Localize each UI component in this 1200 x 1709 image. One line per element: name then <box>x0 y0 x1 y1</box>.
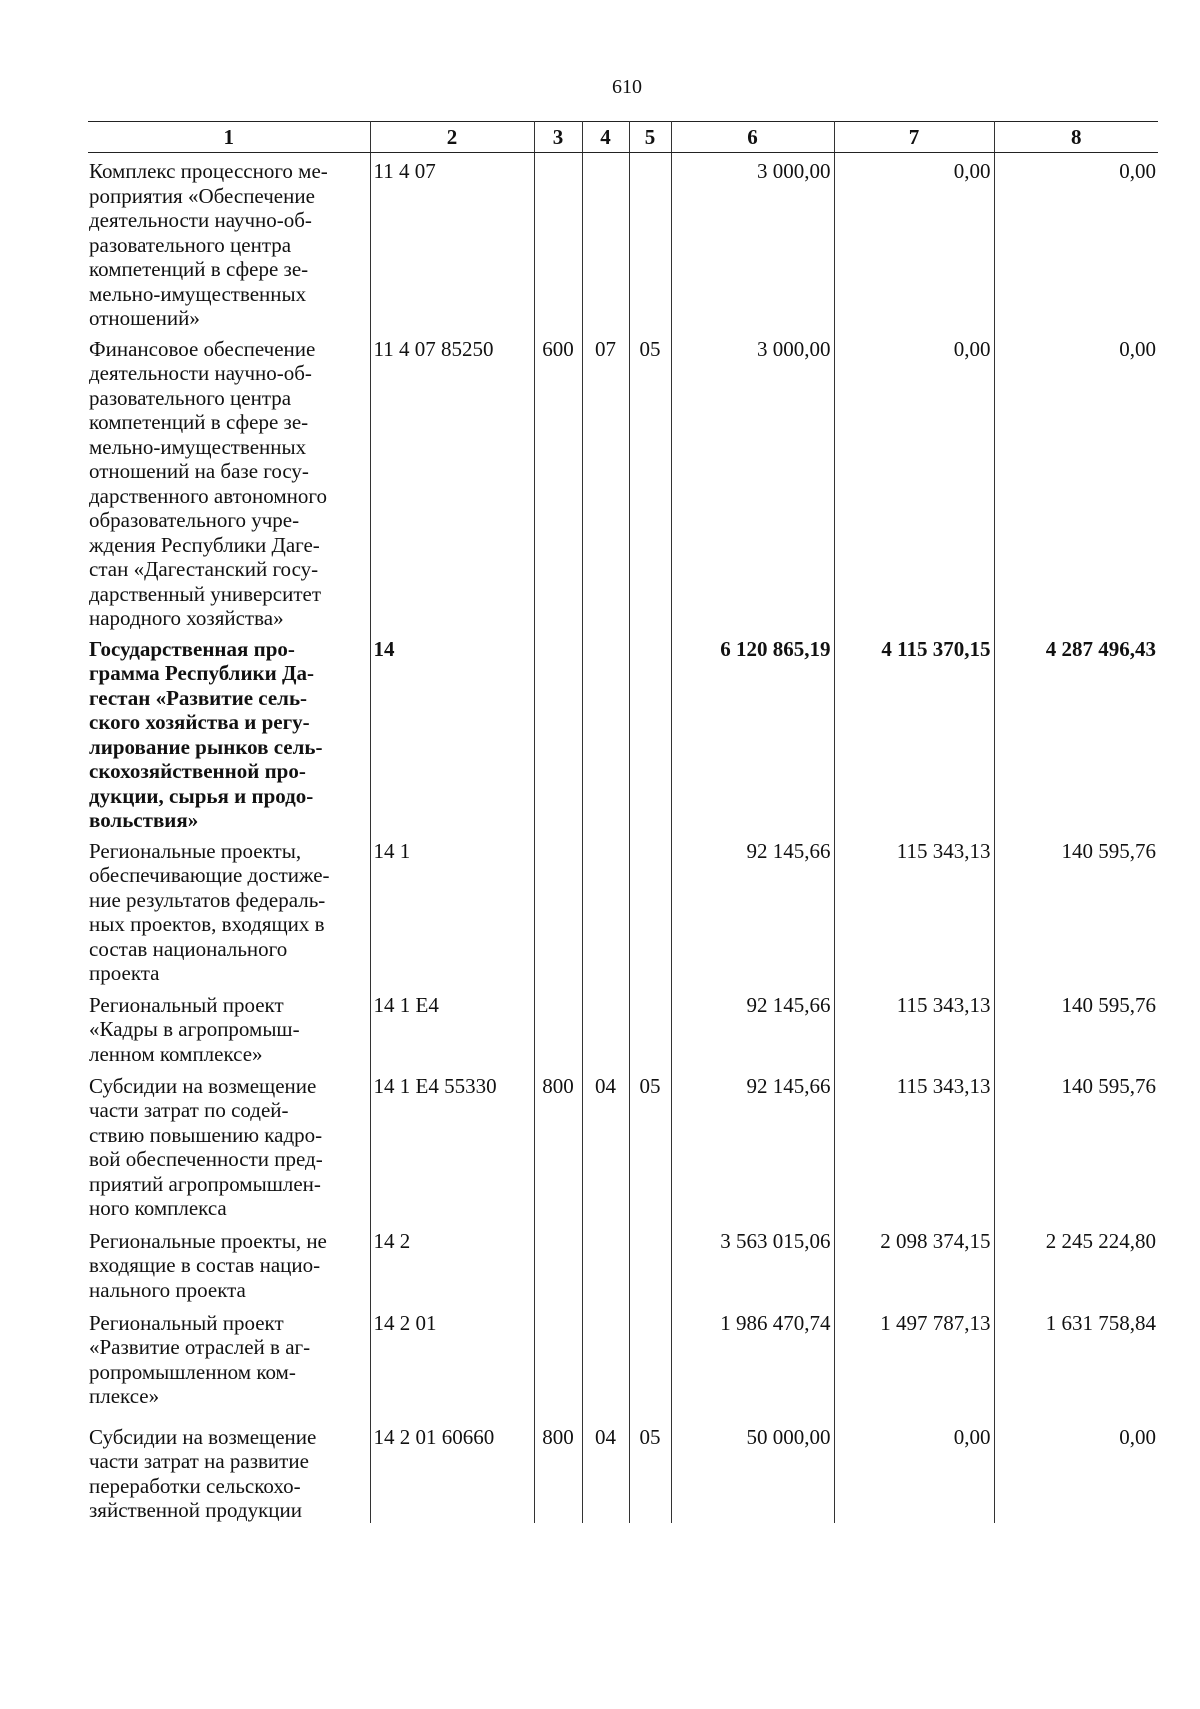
row-name-line: деятельности научно-об- <box>89 361 312 385</box>
row-name-line: разовательного центра <box>89 385 292 410</box>
column-5-cell <box>629 1223 671 1305</box>
amount-col-8-cell: 2 245 224,80 <box>994 1223 1158 1305</box>
amount-col-6-cell: 6 120 865,19 <box>671 631 834 833</box>
row-name-line: стан «Дагестанский госу- <box>89 557 319 581</box>
table-row <box>88 631 1158 833</box>
row-name-line: компетенций в сфере зе- <box>89 410 309 434</box>
amount-col-7-cell: 0,00 <box>834 331 994 631</box>
row-name-line: отношений на базе госу- <box>89 459 309 483</box>
row-name-line: «Кадры в агропромыш- <box>89 1017 300 1041</box>
row-name-line: вольствия» <box>89 808 199 832</box>
row-name-cell <box>88 1223 370 1305</box>
row-name-line: обеспечивающие достиже- <box>89 863 330 887</box>
code-cell: 14 2 01 60660 <box>370 1419 534 1523</box>
row-name-line: Региональные проекты, <box>89 838 302 863</box>
column-4-cell <box>582 153 629 331</box>
column-3-cell: 800 <box>534 1068 582 1223</box>
amount-col-7-cell: 0,00 <box>834 1419 994 1523</box>
amount-col-8-cell: 140 595,76 <box>994 833 1158 987</box>
column-3-cell <box>534 631 582 833</box>
column-header-3: 3 <box>534 122 582 153</box>
row-name-cell <box>88 631 370 833</box>
row-name-line: мельно-имущественных <box>89 281 307 306</box>
column-header-8: 8 <box>994 122 1158 153</box>
row-name-cell <box>88 833 370 987</box>
column-header-1: 1 <box>88 122 370 153</box>
row-name-line: мельно-имущественных <box>89 434 307 459</box>
row-name-line: Государственная про- <box>89 636 295 661</box>
column-3-cell <box>534 833 582 987</box>
column-5-cell <box>629 987 671 1068</box>
row-name-cell <box>88 331 370 631</box>
budget-table <box>88 121 1158 1523</box>
amount-col-7-cell: 4 115 370,15 <box>834 631 994 833</box>
column-header-6: 6 <box>671 122 834 153</box>
amount-col-8-cell: 4 287 496,43 <box>994 631 1158 833</box>
row-name-line: плексе» <box>89 1384 160 1408</box>
row-name-line: приятий агропромышлен- <box>89 1171 321 1196</box>
row-name-line: скохозяйственной про- <box>89 759 306 783</box>
page-number: 610 <box>612 76 642 98</box>
row-name-line: дарственный университет <box>89 581 322 606</box>
column-4-cell: 04 <box>582 1068 629 1223</box>
row-name-line: ного комплекса <box>89 1196 227 1220</box>
row-name-line: Субсидии на возмещение <box>89 1424 317 1449</box>
column-3-cell <box>534 1305 582 1419</box>
amount-col-8-cell: 0,00 <box>994 1419 1158 1523</box>
row-name-line: Региональные проекты, не <box>89 1228 327 1253</box>
row-name-line: отношений» <box>89 306 200 330</box>
row-name-line: «Развитие отраслей в аг- <box>89 1335 311 1359</box>
row-name-line: ленном комплексе» <box>89 1041 263 1066</box>
column-5-cell: 05 <box>629 1068 671 1223</box>
code-cell: 14 2 01 <box>370 1305 534 1419</box>
row-name-line: ствию повышению кадро- <box>89 1122 323 1147</box>
amount-col-7-cell: 115 343,13 <box>834 987 994 1068</box>
amount-col-6-cell: 92 145,66 <box>671 1068 834 1223</box>
column-4-cell: 07 <box>582 331 629 631</box>
row-name-cell <box>88 987 370 1068</box>
amount-col-6-cell: 50 000,00 <box>671 1419 834 1523</box>
row-name-line: Комплекс процессного ме- <box>89 159 328 183</box>
amount-col-8-cell: 0,00 <box>994 331 1158 631</box>
amount-col-6-cell: 92 145,66 <box>671 987 834 1068</box>
amount-col-7-cell: 2 098 374,15 <box>834 1223 994 1305</box>
row-name-line: роприятия «Обеспечение <box>89 183 315 208</box>
row-name-line: образовательного учре- <box>89 508 300 532</box>
column-header-2: 2 <box>370 122 534 153</box>
row-name-line: ропромышленном ком- <box>89 1359 296 1384</box>
table-row <box>88 987 1158 1068</box>
row-name-line: народного хозяйства» <box>89 606 284 630</box>
amount-col-7-cell: 115 343,13 <box>834 1068 994 1223</box>
row-name-line: Региональный проект <box>89 992 284 1017</box>
code-cell: 14 2 <box>370 1223 534 1305</box>
code-cell: 11 4 07 <box>370 153 534 331</box>
column-5-cell <box>629 631 671 833</box>
row-name-line: вой обеспеченности пред- <box>89 1147 323 1171</box>
amount-col-7-cell: 1 497 787,13 <box>834 1305 994 1419</box>
column-3-cell: 800 <box>534 1419 582 1523</box>
row-name-line: разовательного центра <box>89 232 292 257</box>
column-5-cell: 05 <box>629 331 671 631</box>
code-cell: 14 1 Е4 55330 <box>370 1068 534 1223</box>
row-name-line: проекта <box>89 961 160 985</box>
row-name-line: зяйственной продукции <box>89 1498 303 1522</box>
column-4-cell: 04 <box>582 1419 629 1523</box>
table-row <box>88 833 1158 987</box>
code-cell: 14 <box>370 631 534 833</box>
amount-col-7-cell: 0,00 <box>834 153 994 331</box>
row-name-line: части затрат на развитие <box>89 1449 309 1473</box>
row-name-cell <box>88 153 370 331</box>
amount-col-6-cell: 3 563 015,06 <box>671 1223 834 1305</box>
column-header-5: 5 <box>629 122 671 153</box>
row-name-line: состав национального <box>89 936 288 961</box>
amount-col-7-cell: 115 343,13 <box>834 833 994 987</box>
header-row <box>88 122 1158 153</box>
table-body <box>88 153 1158 1523</box>
amount-col-8-cell: 1 631 758,84 <box>994 1305 1158 1419</box>
column-4-cell <box>582 987 629 1068</box>
row-name-line: ние результатов федераль- <box>89 887 326 912</box>
row-name-line: дарственного автономного <box>89 483 328 508</box>
column-5-cell <box>629 153 671 331</box>
row-name-line: ных проектов, входящих в <box>89 912 325 936</box>
amount-col-6-cell: 1 986 470,74 <box>671 1305 834 1419</box>
row-name-line: Финансовое обеспечение <box>89 336 316 361</box>
amount-col-8-cell: 0,00 <box>994 153 1158 331</box>
row-name-cell <box>88 1305 370 1419</box>
column-5-cell <box>629 1305 671 1419</box>
row-name-line: Региональный проект <box>89 1310 284 1335</box>
column-4-cell <box>582 1223 629 1305</box>
row-name-line: лирование рынков сель- <box>89 734 323 759</box>
code-cell: 14 1 Е4 <box>370 987 534 1068</box>
amount-col-8-cell: 140 595,76 <box>994 987 1158 1068</box>
row-name-line: ждения Республики Даге- <box>89 532 320 557</box>
amount-col-6-cell: 3 000,00 <box>671 153 834 331</box>
column-4-cell <box>582 1305 629 1419</box>
code-cell: 14 1 <box>370 833 534 987</box>
row-name-line: Субсидии на возмещение <box>89 1073 317 1098</box>
budget-table-container <box>88 121 1158 1523</box>
column-4-cell <box>582 833 629 987</box>
row-name-cell <box>88 1068 370 1223</box>
amount-col-8-cell: 140 595,76 <box>994 1068 1158 1223</box>
row-name-line: ского хозяйства и регу- <box>89 710 310 734</box>
column-3-cell <box>534 987 582 1068</box>
row-name-line: компетенций в сфере зе- <box>89 257 309 281</box>
row-name-line: переработки сельскохо- <box>89 1473 301 1498</box>
table-row <box>88 1223 1158 1305</box>
row-name-line: дукции, сырья и продо- <box>89 783 314 808</box>
row-name-line: грамма Республики Да- <box>89 661 314 685</box>
column-header-4: 4 <box>582 122 629 153</box>
column-3-cell: 600 <box>534 331 582 631</box>
row-name-line: нального проекта <box>89 1277 246 1302</box>
column-3-cell <box>534 1223 582 1305</box>
column-5-cell: 05 <box>629 1419 671 1523</box>
column-4-cell <box>582 631 629 833</box>
amount-col-6-cell: 3 000,00 <box>671 331 834 631</box>
row-name-cell <box>88 1419 370 1523</box>
column-5-cell <box>629 833 671 987</box>
row-name-line: входящие в состав нацио- <box>89 1253 321 1277</box>
row-name-line: гестан «Развитие сель- <box>89 685 308 710</box>
table-row <box>88 331 1158 631</box>
code-cell: 11 4 07 85250 <box>370 331 534 631</box>
column-header-7: 7 <box>834 122 994 153</box>
column-3-cell <box>534 153 582 331</box>
table-row <box>88 1305 1158 1419</box>
row-name-line: деятельности научно-об- <box>89 208 312 232</box>
amount-col-6-cell: 92 145,66 <box>671 833 834 987</box>
row-name-line: части затрат по содей- <box>89 1098 289 1122</box>
table-row <box>88 1068 1158 1223</box>
table-row <box>88 1419 1158 1523</box>
table-row <box>88 153 1158 331</box>
